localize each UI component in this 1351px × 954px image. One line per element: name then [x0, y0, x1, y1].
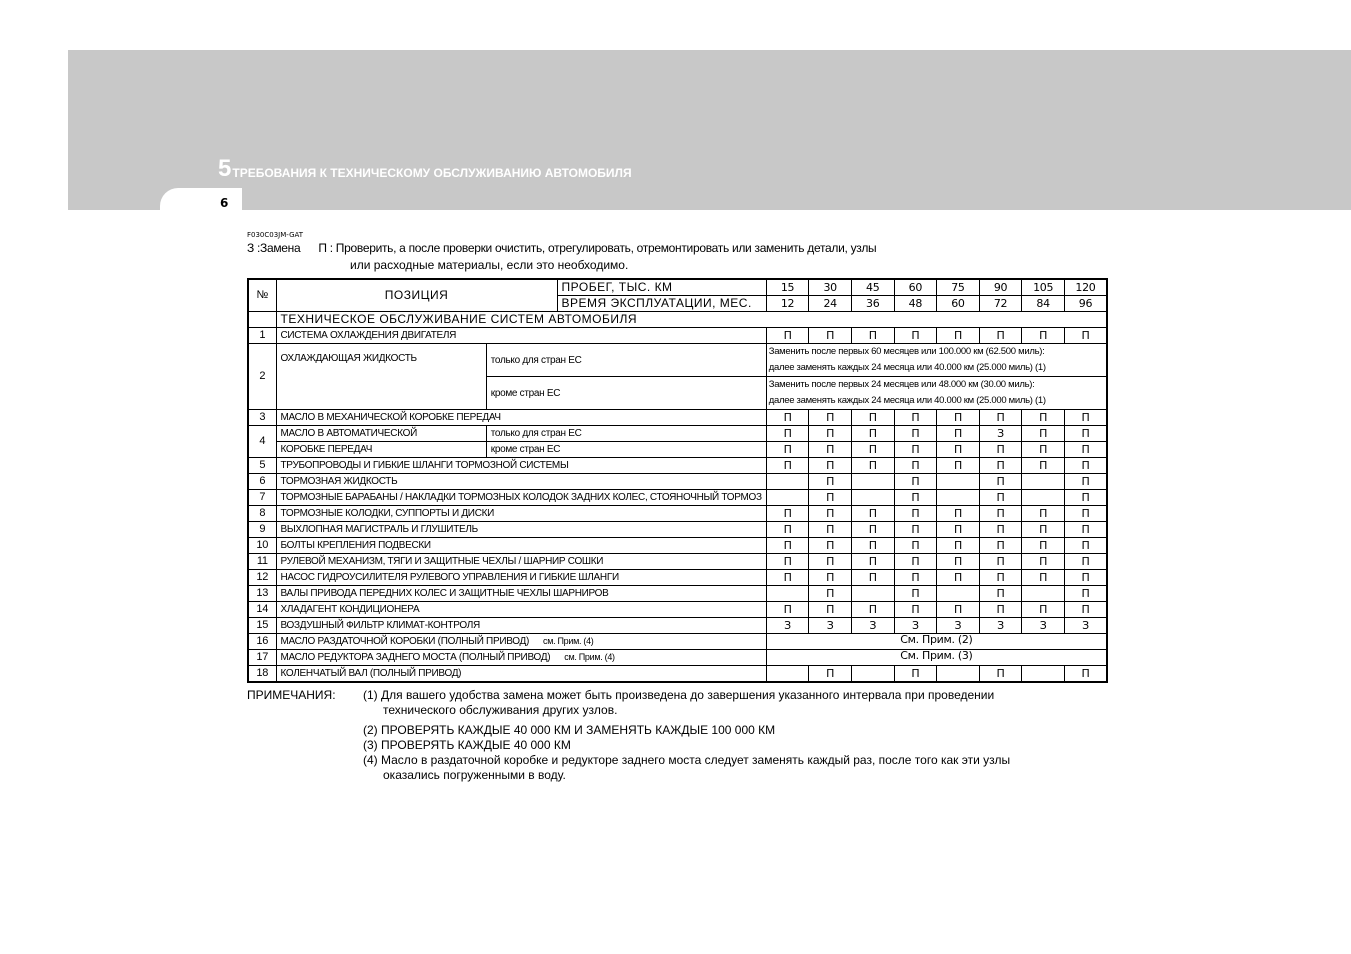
row-name — [276, 602, 766, 618]
interval-cell: П — [937, 506, 980, 522]
row-name — [276, 410, 766, 426]
interval-cell: П — [1064, 538, 1107, 554]
mileage-value: 45 — [851, 279, 894, 296]
row-number: 18 — [248, 666, 276, 683]
table-row — [248, 602, 1107, 618]
interval-cell: П — [809, 506, 852, 522]
interval-cell: П — [979, 570, 1022, 586]
interval-note-line1: Заменить после первых 60 месяцев или 100.000 км (62.500 миль): — [768, 346, 1045, 357]
interval-cell — [766, 474, 809, 490]
interval-cell: П — [851, 554, 894, 570]
interval-cell: П — [851, 426, 894, 442]
note-text-cont: технического обслуживания других узлов. — [383, 703, 618, 717]
interval-cell: П — [1022, 442, 1065, 458]
chapter-number: 5 — [218, 155, 232, 182]
interval-cell: З — [894, 618, 937, 634]
mileage-value: 30 — [809, 279, 852, 296]
interval-cell: П — [894, 458, 937, 474]
interval-cell: П — [937, 602, 980, 618]
table-row — [248, 410, 1107, 426]
interval-cell: П — [809, 442, 852, 458]
row-name-text: МАСЛО РЕДУКТОРА ЗАДНЕГО МОСТА (ПОЛНЫЙ ПРИВОД) — [280, 652, 551, 663]
row-name-text: ХЛАДАГЕНТ КОНДИЦИОНЕРА — [280, 604, 420, 615]
interval-cell: П — [1064, 570, 1107, 586]
row-name — [276, 522, 766, 538]
row-number: 9 — [248, 522, 276, 538]
months-value: 72 — [979, 296, 1022, 312]
row-name-text: ТРУБОПРОВОДЫ И ГИБКИЕ ШЛАНГИ ТОРМОЗНОЙ СИСТЕМЫ — [280, 460, 569, 471]
interval-cell: З — [979, 618, 1022, 634]
row-name — [276, 328, 766, 344]
table-row — [248, 474, 1107, 490]
row-name-text: НАСОС ГИДРОУСИЛИТЕЛЯ РУЛЕВОГО УПРАВЛЕНИЯ И ГИБКИЕ ШЛАНГИ — [280, 572, 619, 583]
note-item — [363, 723, 1103, 738]
interval-cell: П — [937, 442, 980, 458]
interval-cell: П — [809, 474, 852, 490]
row-name-text: ВЫХЛОПНАЯ МАГИСТРАЛЬ И ГЛУШИТЕЛЬ — [280, 524, 478, 535]
interval-cell: П — [1022, 328, 1065, 344]
interval-cell: П — [1064, 506, 1107, 522]
interval-cell: П — [766, 570, 809, 586]
chapter-title — [218, 155, 632, 182]
mileage-label: ПРОБЕГ, ТЫС. КМ — [557, 279, 766, 296]
months-value: 12 — [766, 296, 809, 312]
row-name — [276, 666, 766, 683]
note-text: (3) ПРОВЕРЯТЬ КАЖДЫЕ 40 000 КМ — [363, 738, 571, 752]
interval-cell: З — [1022, 618, 1065, 634]
interval-cell: П — [1022, 538, 1065, 554]
interval-cell: П — [894, 538, 937, 554]
interval-cell: П — [766, 458, 809, 474]
chapter-title-text: ТРЕБОВАНИЯ К ТЕХНИЧЕСКОМУ ОБСЛУЖИВАНИЮ АВТОМОБИЛЯ — [232, 166, 632, 180]
row-sub-condition: только для стран ЕС — [486, 344, 766, 377]
notes — [247, 688, 1107, 788]
row-name: ОХЛАЖДАЮЩАЯ ЖИДКОСТЬ — [276, 344, 486, 410]
row-name-text: ВОЗДУШНЫЙ ФИЛЬТР КЛИМАТ-КОНТРОЛЯ — [280, 620, 480, 631]
months-value: 36 — [851, 296, 894, 312]
interval-cell: П — [894, 506, 937, 522]
interval-cell: П — [1064, 602, 1107, 618]
interval-cell — [851, 666, 894, 683]
interval-cell: П — [1064, 522, 1107, 538]
interval-cell: П — [851, 538, 894, 554]
row-name-text: БОЛТЫ КРЕПЛЕНИЯ ПОДВЕСКИ — [280, 540, 431, 551]
interval-cell: П — [937, 410, 980, 426]
table-row — [248, 586, 1107, 602]
interval-cell: П — [1064, 442, 1107, 458]
interval-cell: П — [979, 458, 1022, 474]
row-number: 16 — [248, 634, 276, 650]
interval-cell — [1022, 490, 1065, 506]
interval-cell — [766, 586, 809, 602]
interval-cell — [937, 490, 980, 506]
row-name — [276, 570, 766, 586]
interval-cell: П — [1064, 474, 1107, 490]
table-row — [248, 328, 1107, 344]
interval-cell — [851, 490, 894, 506]
section-spacer — [248, 312, 276, 328]
interval-cell: П — [979, 586, 1022, 602]
row-sub-condition: кроме стран ЕС — [486, 442, 766, 458]
row-name: МАСЛО В АВТОМАТИЧЕСКОЙ — [276, 426, 486, 442]
interval-cell: П — [851, 602, 894, 618]
interval-cell: П — [766, 410, 809, 426]
row-sub-condition: только для стран ЕС — [486, 426, 766, 442]
months-value: 24 — [809, 296, 852, 312]
interval-cell: П — [1022, 506, 1065, 522]
note-text-cont: оказались погруженными в воду. — [383, 768, 566, 782]
interval-cell: П — [809, 538, 852, 554]
interval-cell: З — [766, 618, 809, 634]
interval-note-line1: Заменить после первых 24 месяцев или 48.000 км (30.00 миль): — [768, 379, 1035, 390]
note-item — [363, 688, 1103, 718]
interval-cell: П — [1064, 666, 1107, 683]
col-position-header: ПОЗИЦИЯ — [276, 279, 557, 312]
interval-cell: П — [979, 538, 1022, 554]
interval-cell: П — [809, 554, 852, 570]
legend — [247, 241, 876, 255]
interval-cell: П — [809, 602, 852, 618]
col-no-header: № — [248, 279, 276, 312]
months-value: 96 — [1064, 296, 1107, 312]
interval-cell: П — [851, 506, 894, 522]
interval-cell: П — [809, 426, 852, 442]
interval-cell — [851, 586, 894, 602]
interval-cell: П — [937, 328, 980, 344]
row-name-text: ВАЛЫ ПРИВОДА ПЕРЕДНИХ КОЛЕС И ЗАЩИТНЫЕ ЧЕХЛЫ ШАРНИРОВ — [280, 588, 609, 599]
interval-cell: З — [851, 618, 894, 634]
interval-cell: П — [937, 458, 980, 474]
row-name — [276, 586, 766, 602]
row-number: 1 — [248, 328, 276, 344]
table-row — [248, 538, 1107, 554]
row-name-text: СИСТЕМА ОХЛАЖДЕНИЯ ДВИГАТЕЛЯ — [280, 330, 457, 341]
interval-cell: П — [851, 522, 894, 538]
row-sub-condition: кроме стран ЕС — [486, 377, 766, 410]
row-name-text: КОЛЕНЧАТЫЙ ВАЛ (ПОЛНЫЙ ПРИВОД) — [280, 668, 462, 679]
interval-note-line2: далее заменять каждых 24 месяца или 40.000 км (25.000 миль) (1) — [768, 362, 1046, 373]
interval-cell: П — [1022, 410, 1065, 426]
interval-cell: П — [809, 586, 852, 602]
interval-cell — [937, 474, 980, 490]
interval-cell: П — [1064, 458, 1107, 474]
interval-cell: П — [894, 490, 937, 506]
table-row — [248, 344, 1107, 377]
row-number: 8 — [248, 506, 276, 522]
row-name — [276, 650, 766, 666]
interval-cell — [937, 666, 980, 683]
months-value: 84 — [1022, 296, 1065, 312]
interval-cell: П — [766, 602, 809, 618]
interval-cell: П — [851, 410, 894, 426]
row-name — [276, 490, 766, 506]
interval-cell: П — [894, 602, 937, 618]
interval-span-note: См. Прим. (2) — [766, 634, 1107, 650]
table-row — [248, 442, 1107, 458]
row-name-text: ТОРМОЗНЫЕ КОЛОДКИ, СУППОРТЫ И ДИСКИ — [280, 508, 495, 519]
interval-cell: П — [1022, 426, 1065, 442]
page-number: 6 — [220, 196, 229, 210]
interval-note — [766, 344, 1107, 377]
interval-cell: П — [894, 586, 937, 602]
row-name — [276, 618, 766, 634]
legend-check-cont: или расходные материалы, если это необходимо. — [350, 258, 629, 272]
interval-cell: П — [766, 426, 809, 442]
interval-cell: П — [979, 506, 1022, 522]
row-name — [276, 634, 766, 650]
note-item — [363, 738, 1103, 753]
row-number: 5 — [248, 458, 276, 474]
row-name-text: ТОРМОЗНАЯ ЖИДКОСТЬ — [280, 476, 398, 487]
note-text: (2) ПРОВЕРЯТЬ КАЖДЫЕ 40 000 КМ И ЗАМЕНЯТЬ КАЖДЫЕ 100 000 КМ — [363, 723, 776, 737]
interval-cell — [1022, 474, 1065, 490]
table-row — [248, 570, 1107, 586]
interval-cell: П — [1064, 586, 1107, 602]
row-name-text: ТОРМОЗНЫЕ БАРАБАНЫ / НАКЛАДКИ ТОРМОЗНЫХ КОЛОДОК ЗАДНИХ КОЛЕС, СТОЯНОЧНЫЙ ТОРМОЗ — [280, 492, 762, 503]
interval-cell: П — [979, 666, 1022, 683]
interval-cell — [1022, 666, 1065, 683]
interval-cell: П — [894, 426, 937, 442]
mileage-value: 75 — [937, 279, 980, 296]
interval-cell: П — [937, 522, 980, 538]
interval-cell: П — [979, 328, 1022, 344]
interval-cell: П — [1022, 602, 1065, 618]
row-number: 15 — [248, 618, 276, 634]
interval-cell: П — [851, 570, 894, 586]
interval-cell: П — [809, 522, 852, 538]
interval-cell: П — [1022, 522, 1065, 538]
interval-cell: П — [979, 490, 1022, 506]
interval-cell: П — [1064, 328, 1107, 344]
interval-cell: П — [766, 328, 809, 344]
row-name — [276, 474, 766, 490]
interval-cell: П — [809, 328, 852, 344]
interval-span-note: См. Прим. (3) — [766, 650, 1107, 666]
interval-cell: П — [1022, 458, 1065, 474]
table-row — [248, 506, 1107, 522]
interval-cell: П — [766, 554, 809, 570]
interval-cell: П — [809, 666, 852, 683]
interval-cell: П — [937, 570, 980, 586]
chapter-banner — [68, 50, 1351, 210]
interval-cell: П — [1064, 426, 1107, 442]
table-row — [248, 458, 1107, 474]
interval-cell: П — [766, 442, 809, 458]
row-number: 4 — [248, 426, 276, 458]
row-name-text: РУЛЕВОЙ МЕХАНИЗМ, ТЯГИ И ЗАЩИТНЫЕ ЧЕХЛЫ / ШАРНИР СОШКИ — [280, 556, 604, 567]
interval-cell: П — [809, 458, 852, 474]
months-value: 60 — [937, 296, 980, 312]
interval-cell: П — [979, 410, 1022, 426]
interval-cell: П — [851, 328, 894, 344]
row-number: 10 — [248, 538, 276, 554]
interval-cell: П — [1064, 410, 1107, 426]
mileage-value: 105 — [1022, 279, 1065, 296]
mileage-value: 60 — [894, 279, 937, 296]
interval-cell — [766, 666, 809, 683]
interval-cell: П — [766, 522, 809, 538]
interval-cell: П — [937, 538, 980, 554]
legend-check: П : Проверить, а после проверки очистить, отрегулировать, отремонтировать или заменить детали, узлы — [318, 241, 877, 255]
row-number: 3 — [248, 410, 276, 426]
table-row — [248, 522, 1107, 538]
row-name-text: МАСЛО РАЗДАТОЧНОЙ КОРОБКИ (ПОЛНЫЙ ПРИВОД) — [280, 636, 530, 647]
row-note-ref: см. Прим. (4) — [543, 636, 594, 646]
interval-cell: П — [894, 522, 937, 538]
interval-cell: З — [937, 618, 980, 634]
interval-cell: П — [894, 666, 937, 683]
months-value: 48 — [894, 296, 937, 312]
interval-note-line2: далее заменять каждых 24 месяца или 40.000 км (25.000 миль) (1) — [768, 395, 1046, 406]
interval-cell: П — [766, 538, 809, 554]
interval-cell: П — [894, 328, 937, 344]
table-row — [248, 666, 1107, 683]
mileage-value: 120 — [1064, 279, 1107, 296]
table-row — [248, 426, 1107, 442]
note-text: (4) Масло в раздаточной коробке и редукторе заднего моста следует заменять каждый раз, после того как эти узлы — [363, 753, 1011, 767]
maintenance-table — [247, 278, 1108, 683]
section-title: ТЕХНИЧЕСКОЕ ОБСЛУЖИВАНИЕ СИСТЕМ АВТОМОБИЛЯ — [276, 312, 1107, 328]
interval-cell: П — [1022, 554, 1065, 570]
table-row — [248, 554, 1107, 570]
interval-cell: П — [979, 474, 1022, 490]
legend-replace: З :Замена — [247, 241, 301, 255]
row-name — [276, 458, 766, 474]
interval-cell: П — [979, 602, 1022, 618]
row-number: 2 — [248, 344, 276, 410]
interval-cell: П — [894, 442, 937, 458]
interval-cell: П — [979, 442, 1022, 458]
interval-cell: З — [1064, 618, 1107, 634]
interval-cell — [1022, 586, 1065, 602]
mileage-value: 15 — [766, 279, 809, 296]
table-row — [248, 490, 1107, 506]
row-name-text: МАСЛО В МЕХАНИЧЕСКОЙ КОРОБКЕ ПЕРЕДАЧ — [280, 412, 501, 423]
interval-cell: П — [979, 522, 1022, 538]
doc-code: F030C03JM-GAT — [247, 231, 304, 239]
row-number: 14 — [248, 602, 276, 618]
interval-cell: П — [1064, 490, 1107, 506]
interval-cell: З — [979, 426, 1022, 442]
row-number: 13 — [248, 586, 276, 602]
table-row — [248, 650, 1107, 666]
row-number: 11 — [248, 554, 276, 570]
interval-cell: П — [809, 570, 852, 586]
interval-cell: П — [894, 474, 937, 490]
page-tab — [160, 188, 242, 210]
interval-cell: П — [894, 554, 937, 570]
notes-label: ПРИМЕЧАНИЯ: — [247, 688, 336, 702]
row-number: 17 — [248, 650, 276, 666]
row-number: 12 — [248, 570, 276, 586]
mileage-value: 90 — [979, 279, 1022, 296]
interval-cell: П — [979, 554, 1022, 570]
interval-cell: П — [894, 570, 937, 586]
interval-cell — [851, 474, 894, 490]
note-text: (1) Для вашего удобства замена может быть произведена до завершения указанного интервала при проведении — [363, 688, 995, 702]
row-note-ref: см. Прим. (4) — [564, 652, 615, 662]
table-row — [248, 634, 1107, 650]
interval-cell: З — [809, 618, 852, 634]
interval-cell: П — [1022, 570, 1065, 586]
row-number: 6 — [248, 474, 276, 490]
interval-note — [766, 377, 1107, 410]
interval-cell — [937, 586, 980, 602]
note-item — [363, 753, 1103, 783]
interval-cell: П — [809, 490, 852, 506]
interval-cell: П — [851, 458, 894, 474]
section-row — [248, 312, 1107, 328]
time-label: ВРЕМЯ ЭКСПЛУАТАЦИИ, МЕС. — [557, 296, 766, 312]
table-row — [248, 618, 1107, 634]
row-name — [276, 554, 766, 570]
interval-cell: П — [766, 506, 809, 522]
interval-cell: П — [1064, 554, 1107, 570]
row-name-cont: КОРОБКЕ ПЕРЕДАЧ — [276, 442, 486, 458]
interval-cell: П — [937, 554, 980, 570]
row-number: 7 — [248, 490, 276, 506]
row-name — [276, 506, 766, 522]
header-row — [248, 279, 1107, 296]
interval-cell: П — [894, 410, 937, 426]
interval-cell: П — [851, 442, 894, 458]
row-name — [276, 538, 766, 554]
interval-cell — [766, 490, 809, 506]
interval-cell: П — [809, 410, 852, 426]
interval-cell: П — [937, 426, 980, 442]
